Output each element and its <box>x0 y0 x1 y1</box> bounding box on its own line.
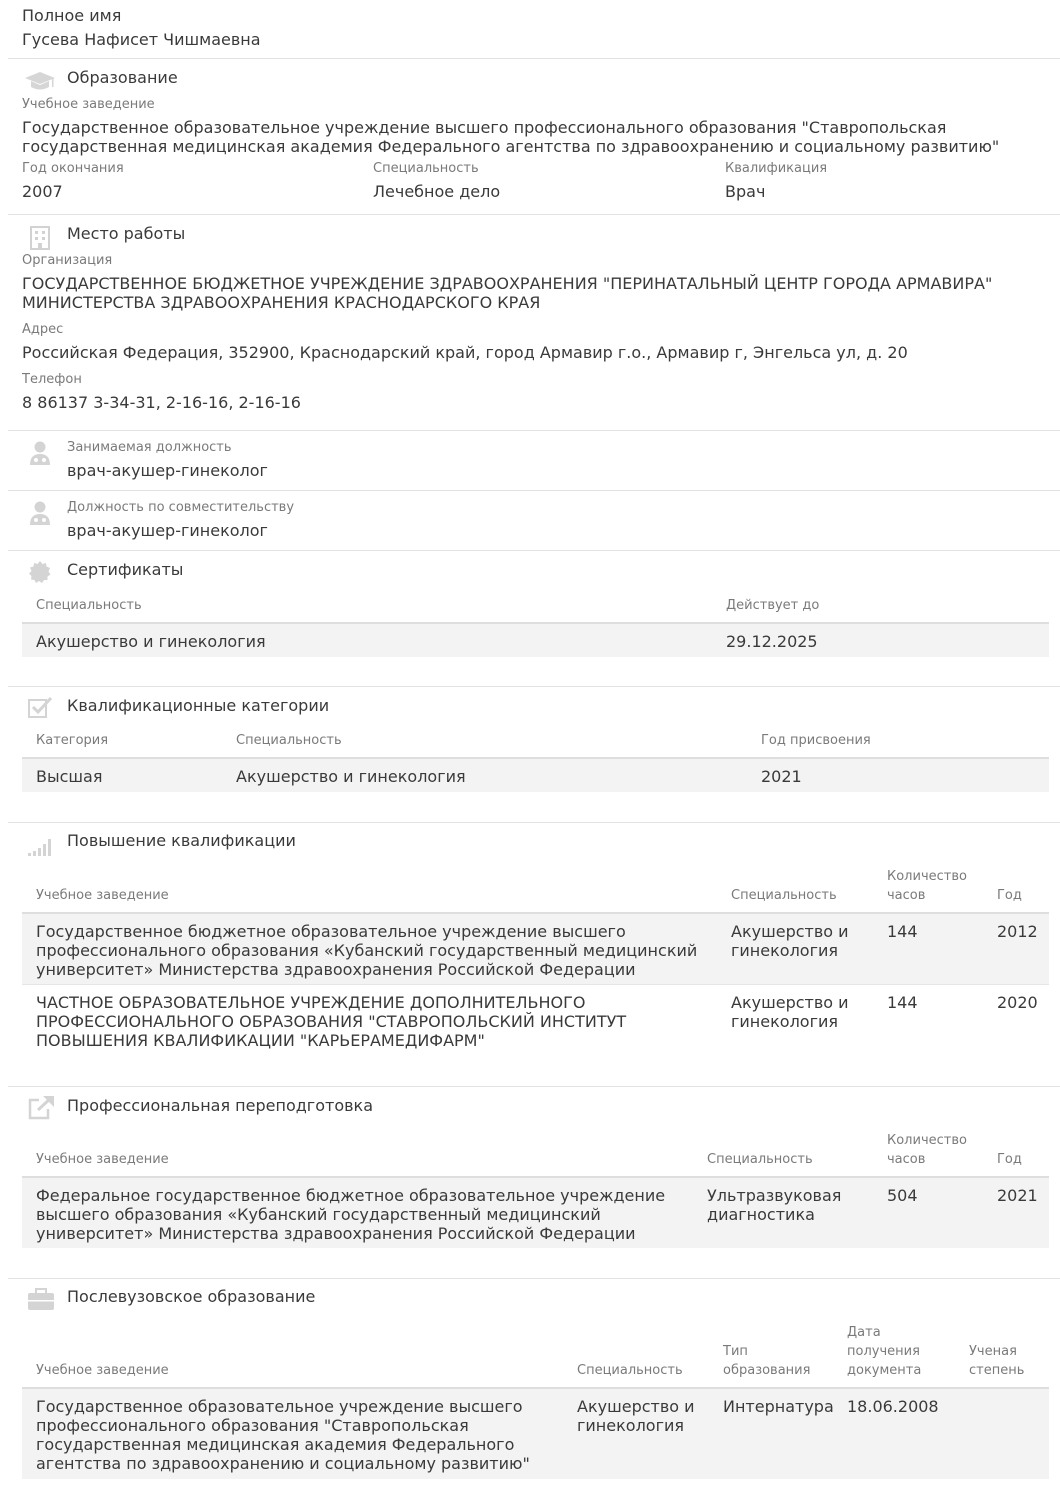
position-label: Занимаемая должность <box>67 440 232 455</box>
divider <box>8 1086 1060 1087</box>
table-row <box>22 624 1049 657</box>
category-year: 2021 <box>761 767 802 786</box>
part-time-value: врач-акушер-гинеколог <box>67 521 268 540</box>
advanced-col-institution: Учебное заведение <box>36 888 169 903</box>
postgrad-col-degree: Ученая степень <box>969 1344 1025 1378</box>
table-row <box>22 1178 1049 1248</box>
certificate-seal-icon <box>28 560 52 584</box>
certificates-col-specialty: Специальность <box>36 598 142 613</box>
categories-col-year: Год присвоения <box>761 733 871 748</box>
education-year-label: Год окончания <box>22 161 124 176</box>
education-institution-label: Учебное заведение <box>22 97 155 112</box>
advanced-col-hours: Количество часов <box>887 869 967 903</box>
briefcase-icon <box>27 1287 55 1311</box>
category-specialty: Акушерство и гинекология <box>236 767 466 786</box>
work-org: ГОСУДАРСТВЕННОЕ БЮДЖЕТНОЕ УЧРЕЖДЕНИЕ ЗДРАВООХРАНЕНИЯ "ПЕРИНАТАЛЬНЫЙ ЦЕНТР ГОРОДА АРМАВИРА" МИНИСТЕРСТВА ЗДРАВООХРАНЕНИЯ КРАСНОДАРСКОГО КРАЯ <box>22 274 993 312</box>
divider <box>8 822 1060 823</box>
certificates-col-valid: Действует до <box>726 598 820 613</box>
postgrad-col-type: Тип образования <box>723 1344 811 1378</box>
certificate-valid-until: 29.12.2025 <box>726 632 818 651</box>
divider <box>8 214 1060 215</box>
education-institution: Государственное образовательное учреждение высшего профессионального образования "Ставропольская государственная медицинская академия Федерального агентства по здравоохранению и социальному развитию" <box>22 118 1000 156</box>
divider <box>8 58 1060 59</box>
postgrad-col-specialty: Специальность <box>577 1363 683 1378</box>
certificates-title: Сертификаты <box>67 560 184 579</box>
table-row <box>22 759 1049 792</box>
advanced-hours: 144 <box>887 922 918 941</box>
part-time-label: Должность по совместительству <box>67 500 295 515</box>
education-specialty: Лечебное дело <box>373 182 501 201</box>
retraining-hours: 504 <box>887 1186 918 1205</box>
retraining-title: Профессиональная переподготовка <box>67 1096 373 1115</box>
checkbox-icon <box>27 695 53 719</box>
work-phone: 8 86137 3-34-31, 2-16-16, 2-16-16 <box>22 393 301 412</box>
education-title: Образование <box>67 68 178 87</box>
graduation-cap-icon <box>24 70 56 94</box>
position-value: врач-акушер-гинеколог <box>67 461 268 480</box>
categories-col-category: Категория <box>36 733 109 748</box>
retraining-specialty: Ультразвуковая диагностика <box>707 1186 842 1224</box>
postgrad-institution: Государственное образовательное учреждение высшего профессионального образования "Ставропольская государственная медицинская академия Федерального агентства по здравоохранению и социальному развитию" <box>36 1397 530 1473</box>
postgrad-date: 18.06.2008 <box>847 1397 939 1416</box>
advanced-col-specialty: Специальность <box>731 888 837 903</box>
advanced-col-year: Год <box>997 888 1022 903</box>
work-address-label: Адрес <box>22 322 64 337</box>
divider <box>8 490 1060 491</box>
postgrad-specialty: Акушерство и гинекология <box>577 1397 695 1435</box>
retraining-col-hours: Количество часов <box>887 1133 967 1167</box>
table-row <box>22 985 1049 1055</box>
divider <box>8 1278 1060 1279</box>
table-row <box>22 1389 1049 1479</box>
retraining-year: 2021 <box>997 1186 1038 1205</box>
doctor-icon <box>28 440 52 466</box>
education-qualification-label: Квалификация <box>725 161 828 176</box>
education-qualification: Врач <box>725 182 766 201</box>
doctor-icon <box>28 500 52 526</box>
education-year: 2007 <box>22 182 63 201</box>
signal-bars-icon <box>27 834 55 858</box>
postgrad-col-institution: Учебное заведение <box>36 1363 169 1378</box>
retraining-col-year: Год <box>997 1152 1022 1167</box>
advanced-year: 2020 <box>997 993 1038 1012</box>
advanced-title: Повышение квалификации <box>67 831 296 850</box>
advanced-institution: Государственное бюджетное образовательное учреждение высшего профессионального образования «Кубанский государственный медицинский университет» Министерства здравоохранения Российской Федерации <box>36 922 698 979</box>
full-name-label: Полное имя <box>22 6 122 25</box>
advanced-year: 2012 <box>997 922 1038 941</box>
retraining-col-institution: Учебное заведение <box>36 1152 169 1167</box>
postgrad-type: Интернатура <box>723 1397 834 1416</box>
work-title: Место работы <box>67 224 186 243</box>
building-icon <box>29 224 51 250</box>
divider <box>8 686 1060 687</box>
certificate-specialty: Акушерство и гинекология <box>36 632 266 651</box>
advanced-hours: 144 <box>887 993 918 1012</box>
retraining-institution: Федеральное государственное бюджетное образовательное учреждение высшего образования «Кубанский государственный медицинский университет» Министерства здравоохранения Российской Федерации <box>36 1186 666 1243</box>
full-name: Гусева Нафисет Чишмаевна <box>22 30 261 49</box>
advanced-specialty: Акушерство и гинекология <box>731 993 849 1031</box>
postgrad-title: Послевузовское образование <box>67 1287 316 1306</box>
advanced-institution: ЧАСТНОЕ ОБРАЗОВАТЕЛЬНОЕ УЧРЕЖДЕНИЕ ДОПОЛНИТЕЛЬНОГО ПРОФЕССИОНАЛЬНОГО ОБРАЗОВАНИЯ "СТАВРОПОЛЬСКИЙ ИНСТИТУТ ПОВЫШЕНИЯ КВАЛИФИКАЦИИ "КАРЬЕРАМЕДИФАРМ" <box>36 993 627 1050</box>
external-link-icon <box>27 1095 55 1121</box>
divider <box>8 550 1060 551</box>
divider <box>8 430 1060 431</box>
education-specialty-label: Специальность <box>373 161 479 176</box>
categories-title: Квалификационные категории <box>67 696 330 715</box>
category-value: Высшая <box>36 767 103 786</box>
postgrad-col-date: Дата получения документа <box>847 1325 922 1378</box>
categories-col-specialty: Специальность <box>236 733 342 748</box>
retraining-col-specialty: Специальность <box>707 1152 813 1167</box>
work-address: Российская Федерация, 352900, Краснодарский край, город Армавир г.о., Армавир г, Энгельса ул, д. 20 <box>22 343 908 362</box>
work-org-label: Организация <box>22 253 113 268</box>
table-row <box>22 914 1049 984</box>
work-phone-label: Телефон <box>22 372 82 387</box>
advanced-specialty: Акушерство и гинекология <box>731 922 849 960</box>
